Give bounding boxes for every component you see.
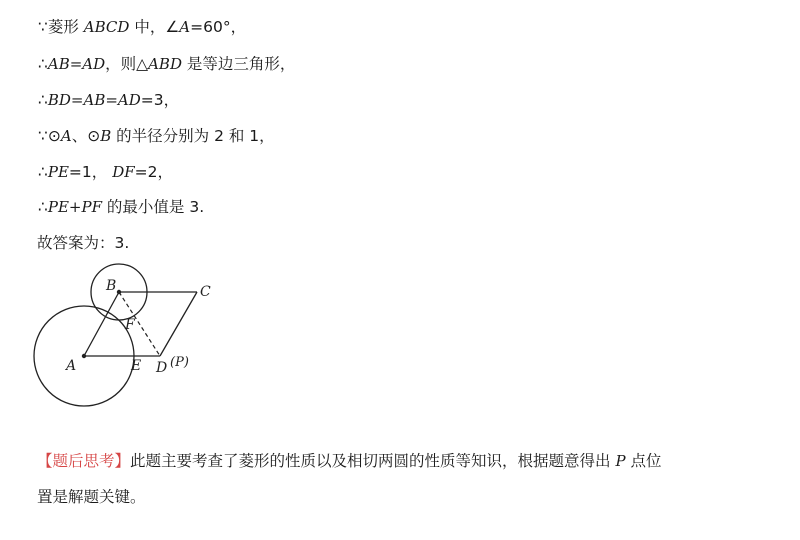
math-segment: DF [112,163,135,181]
segment-ab [84,292,119,356]
segment-cd [160,292,197,356]
label-c: C [200,284,211,300]
text-segment: =60°， [190,18,247,36]
label-p: (P) [170,355,189,370]
math-shape: ABCD [83,18,130,36]
text-segment: 的半径分别为 2 和 1， [111,127,275,145]
math-triangle: ABD [148,55,182,73]
math-sum: PE+PF [47,198,102,216]
text-segment: 、⊙ [71,127,101,145]
text-segment: ∵菱形 [38,18,84,36]
point-b-dot [117,290,121,294]
label-e: E [131,358,142,374]
label-a: A [66,358,77,374]
text-segment: =3， [140,91,180,109]
text-segment: 是等边三角形， [181,55,296,73]
text-segment: ∴ [38,198,48,216]
point-a-dot [82,354,86,358]
math-point: B [100,127,112,145]
label-f: F [125,317,135,333]
math-point: P [615,452,626,470]
answer-line: 故答案为：3. [37,234,130,252]
reflection-line-1 [37,451,661,471]
text-segment: ∴ [38,55,48,73]
reflection-tag: 【题后思考】 [37,452,131,470]
text-segment: ∴ [38,91,48,109]
math-segment: PE [47,163,69,181]
reflection-text: 点位 [625,452,662,470]
math-point: A [60,127,72,145]
math-angle: A [179,18,191,36]
text-segment: =1， [68,163,113,181]
text-segment: ∵⊙ [38,127,61,145]
text-segment: ∴ [38,163,48,181]
label-d: D [156,360,168,376]
math-equation: BD=AB=AD [47,91,141,109]
text-segment: ，则△ [105,55,149,73]
math-equation: AB=AD [47,55,106,73]
reflection-line-2: 置是解题关键。 [37,488,146,506]
reflection-text: 此题主要考查了菱形的性质以及相切两圆的性质等知识，根据题意得出 [130,452,616,470]
text-segment: 的最小值是 3. [102,198,205,216]
text-segment: 中，∠ [129,18,180,36]
label-b: B [106,278,117,294]
text-segment: =2， [134,163,173,181]
